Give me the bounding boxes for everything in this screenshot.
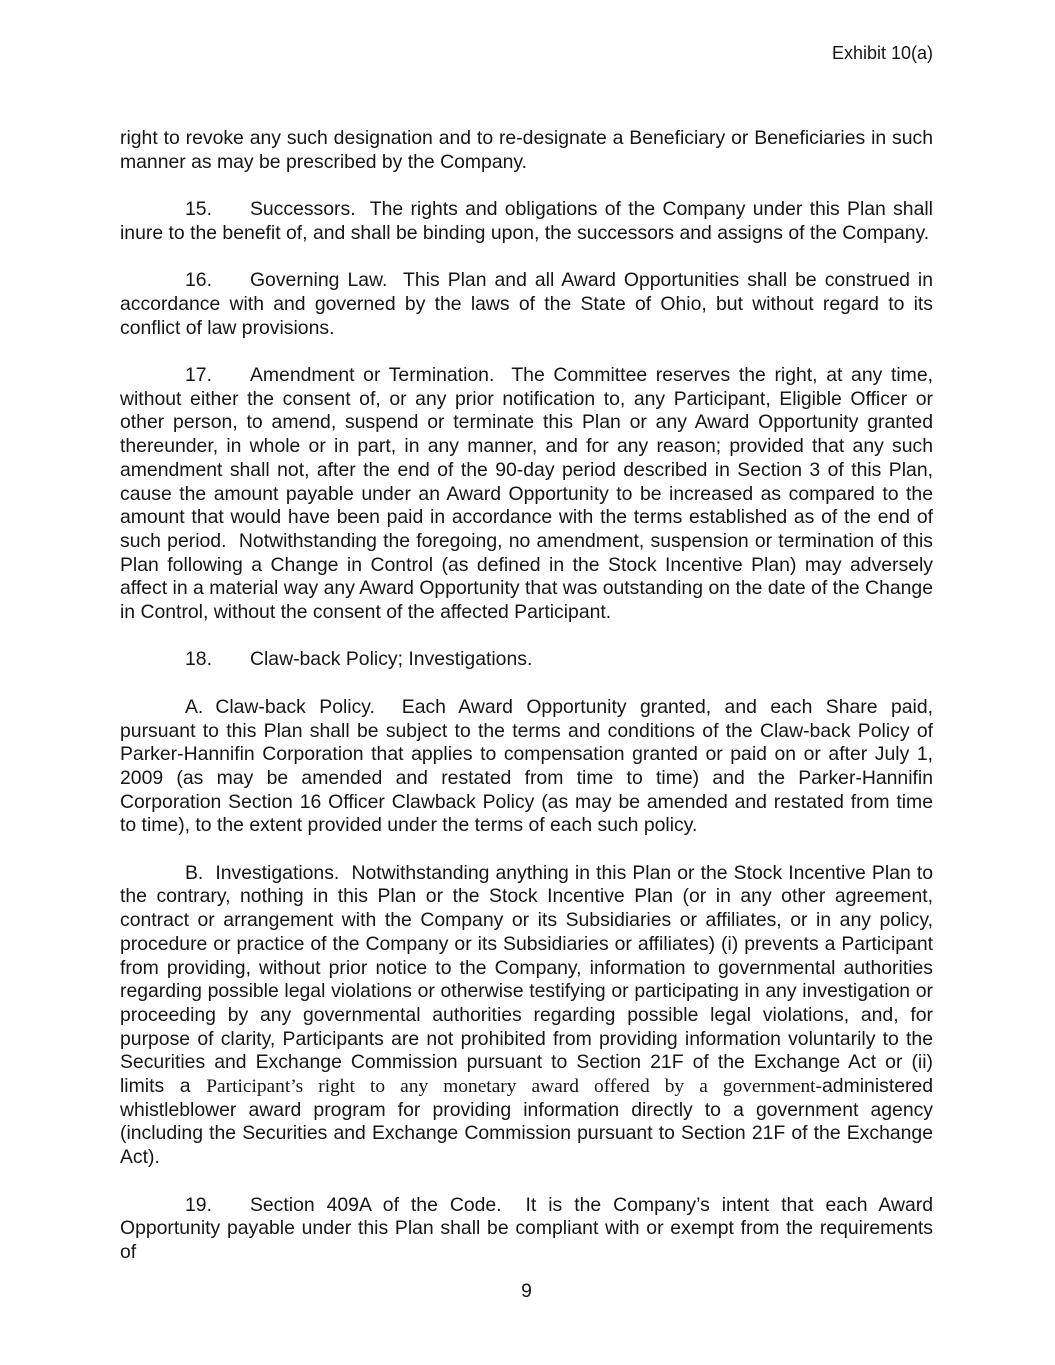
text-segment-sans: Amendment or Termination. The Committee reserves the right, at any time, without either the consent of, or any prior notification to, any Participant, Eligible Officer or other person, to amend, suspend or terminate this Plan or any Award Opportunity granted thereunder, in whole or in part, in any manner, and for any reason; provided that any such amendment shall not, after the end of the 90-day period described in Section 3 of this Plan, cause the amount payable under an Award Opportunity to be increased as compared to the amount that would have been paid in accordance with the terms established as of the end of such period. Notwithstanding the foregoing, no amendment, suspension or termination of this Plan following a Change in Control (as defined in the Stock Incentive Plan) may adversely affect in a material way any Award Opportunity that was outstanding on the date of the Change in Control, without the consent of the affected Participant. — [120, 363, 933, 624]
paragraph-A — [120, 696, 933, 838]
text-segment-sans: Successors. The rights and obligations of the Company under this Plan shall inure to the benefit of, and shall be binding upon, the successors and assigns of the Company. — [120, 198, 933, 244]
text-segment-sans: administered whistleblower award program for providing information directly to a government agency (including the Securities and Exchange Commission pursuant to Section 21F of the Exchange Act). — [120, 1075, 934, 1169]
paragraph-16 — [120, 269, 933, 340]
paragraph-15 — [120, 198, 933, 245]
text-segment-sans: Claw-back Policy; Investigations. — [249, 648, 533, 671]
paragraph-number: 19. — [185, 1193, 212, 1216]
paragraph-number: 17. — [185, 363, 212, 386]
paragraph-17 — [120, 364, 933, 625]
paragraph-number: 18. — [185, 648, 212, 671]
paragraph-continuation — [120, 127, 933, 174]
text-segment-sans: Section 409A of the Code. It is the Company’s intent that each Award Opportunity payable under this Plan shall be compliant with or exempt from the requirements of — [120, 1193, 933, 1263]
text-segment-sans: Governing Law. This Plan and all Award Opportunities shall be construed in accordance with and governed by the laws of the State of Ohio, but without regard to its conflict of law provisions. — [120, 269, 933, 339]
paragraph-number: 16. — [185, 269, 212, 292]
exhibit-header-label: Exhibit 10(a) — [831, 43, 933, 63]
text-segment-sans: Investigations. Notwithstanding anything in this Plan or the Stock Incentive Plan to the contrary, nothing in this Plan or the Stock Incentive Plan (or in any other agreement, contract or arrangement with the Company or its Subsidiaries or affiliates, or in any policy, procedure or practice of the Company or its Subsidiaries or affiliates) (i) prevents a Participant from providing, without prior notice to the Company, information to governmental authorities regarding possible legal violations or otherwise testifying or participating in any investigation or proceeding by any governmental authorities regarding possible legal violations, and, for purpose of clarity, Participants are not prohibited from providing information voluntarily to the Securities and Exchange Commission pursuant to Section 21F of the Exchange Act or (ii) limits a — [120, 861, 933, 1098]
paragraph-number: A. — [185, 695, 204, 718]
document-body — [120, 127, 933, 1265]
text-segment-sans: right to revoke any such designation and to re-designate a Beneficiary or Beneficiaries in such manner as may be prescribed by the Company. — [120, 127, 933, 173]
paragraph-B — [120, 862, 933, 1170]
paragraph-number: B. — [185, 861, 204, 884]
text-segment-serif: Participant’s right to any monetary award offered by a government- — [206, 1076, 822, 1098]
paragraph-number: 15. — [185, 198, 212, 221]
paragraph-18 — [120, 648, 933, 672]
text-segment-sans: Claw-back Policy. Each Award Opportunity granted, and each Share paid, pursuant to this Plan shall be subject to the terms and conditions of the Claw-back Policy of Parker-Hannifin Corporation that applies to compensation granted or paid on or after July 1, 2009 (as may be amended and restated from time to time) and the Parker-Hannifin Corporation Section 16 Officer Clawback Policy (as may be amended and restated from time to time), to the extent provided under the terms of each such policy. — [120, 695, 933, 837]
paragraph-19 — [120, 1194, 933, 1265]
page-number: 9 — [521, 1280, 532, 1302]
